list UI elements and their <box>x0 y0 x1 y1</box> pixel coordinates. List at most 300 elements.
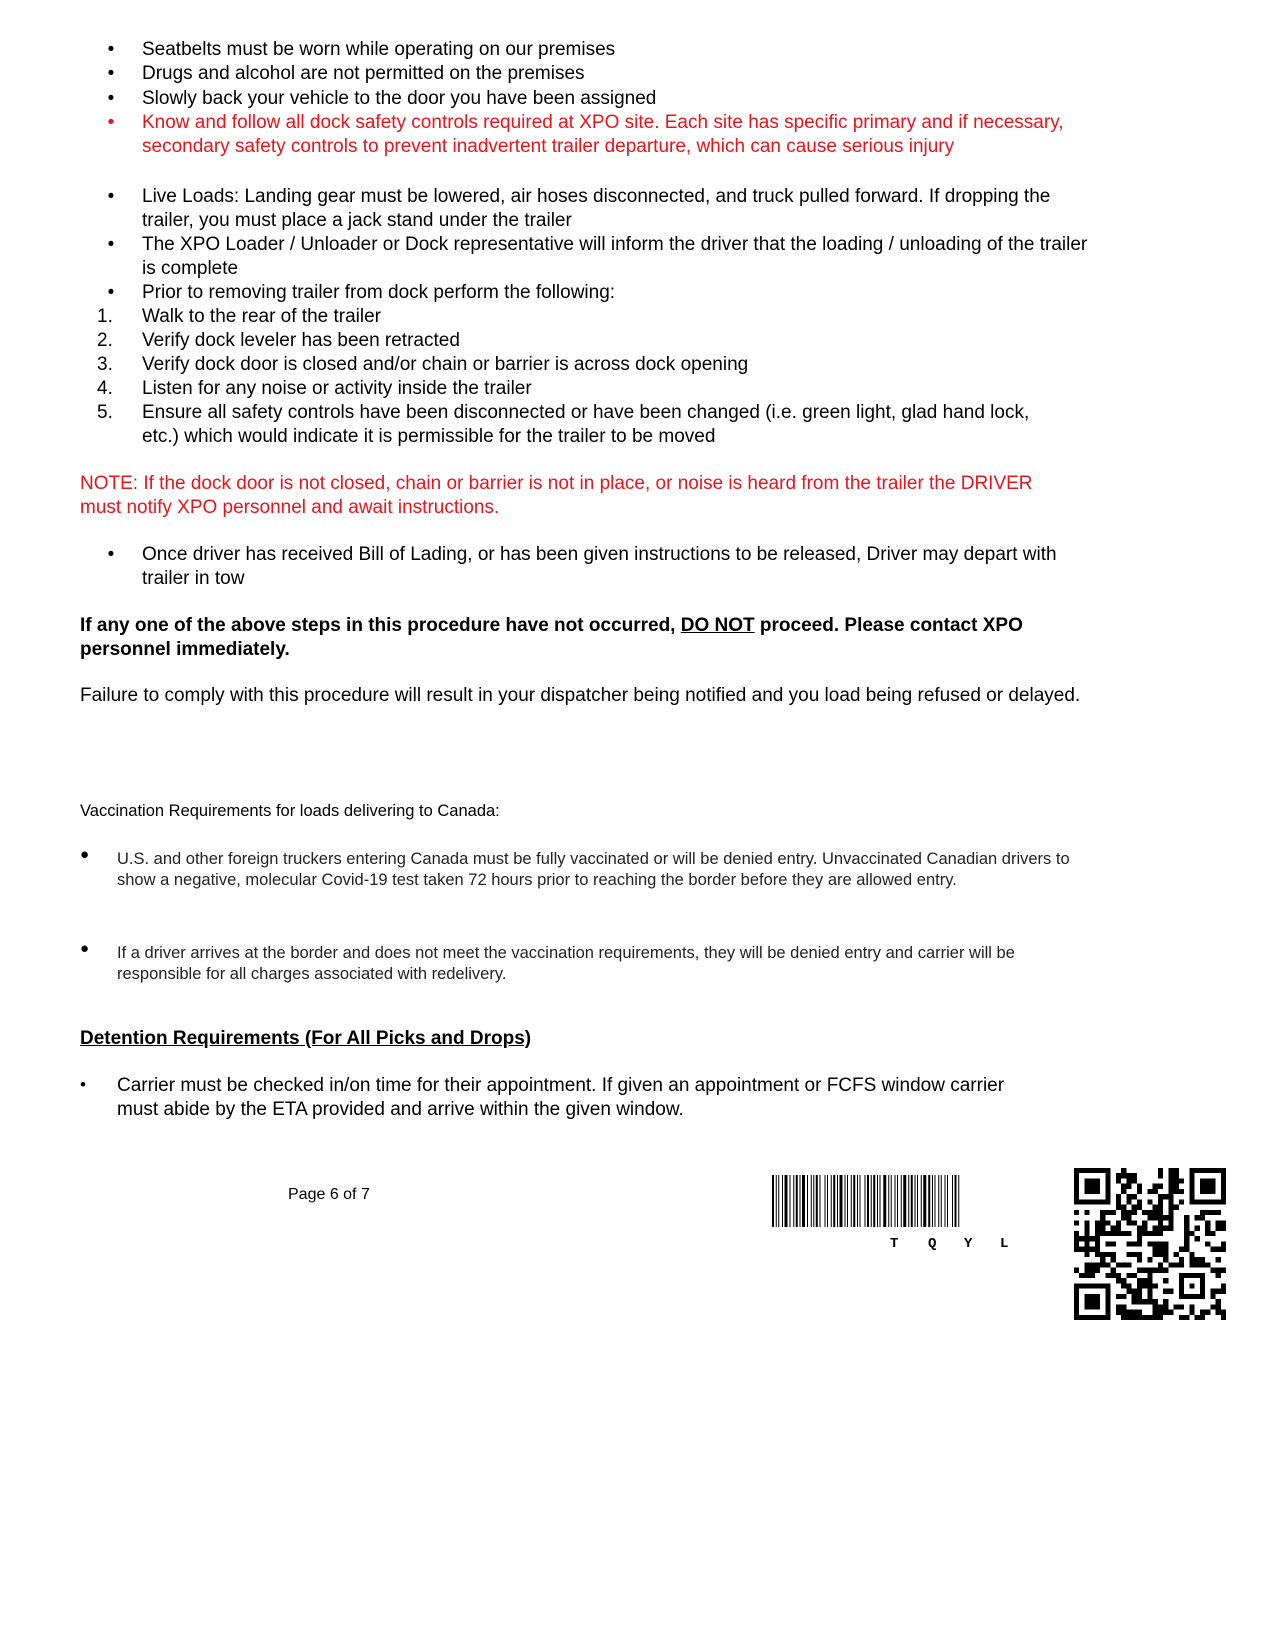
qr-module <box>1132 1194 1137 1199</box>
qr-module <box>1137 1226 1142 1231</box>
barcode-bar <box>857 1175 858 1227</box>
qr-module <box>1189 1310 1194 1315</box>
qr-module <box>1205 1220 1210 1225</box>
barcode-bar <box>800 1175 801 1227</box>
barcode-bar <box>915 1175 916 1227</box>
qr-module <box>1195 1262 1200 1267</box>
barcode-bar <box>895 1175 896 1227</box>
warning-do-not: DO NOT <box>680 615 755 636</box>
qr-module <box>1174 1178 1179 1183</box>
qr-module <box>1074 1168 1079 1205</box>
qr-module <box>1095 1231 1100 1236</box>
bullet-text: The XPO Loader / Unloader or Dock representative will inform the driver that the loading / unloading of the trailer is complete <box>142 234 1088 279</box>
qr-module <box>1079 1236 1084 1241</box>
qr-module <box>1137 1289 1142 1294</box>
qr-module <box>1116 1205 1121 1210</box>
barcode-bar <box>941 1175 942 1227</box>
qr-module <box>1137 1299 1142 1304</box>
bullet-item-safety-controls <box>80 111 1090 158</box>
qr-module <box>1153 1304 1158 1309</box>
qr-module <box>1079 1247 1084 1252</box>
barcode-bar <box>891 1175 892 1227</box>
qr-module <box>1084 1220 1089 1225</box>
qr-module <box>1095 1226 1100 1231</box>
step-number: 4. <box>97 378 113 399</box>
bullet-mark: • <box>107 112 115 133</box>
qr-module <box>1126 1215 1131 1220</box>
qr-module <box>1189 1252 1194 1257</box>
qr-module <box>1121 1168 1126 1173</box>
qr-module <box>1100 1220 1105 1225</box>
bullet-mark: • <box>107 544 115 565</box>
qr-module <box>1105 1168 1110 1205</box>
qr-module <box>1200 1257 1205 1262</box>
numbered-step <box>80 401 1060 448</box>
barcode-bar <box>853 1175 855 1227</box>
qr-module <box>1158 1310 1163 1315</box>
qr-module <box>1116 1194 1121 1199</box>
qr-module <box>1189 1168 1194 1205</box>
qr-module <box>1174 1205 1179 1210</box>
qr-module <box>1142 1299 1147 1304</box>
detention-item: Carrier must be checked in/on time for their appointment. If given an appointment or FCFS window carrier must abide by the ETA provided and arrive within the given window. <box>117 1075 1005 1120</box>
numbered-step <box>80 305 1080 329</box>
qr-module <box>1132 1205 1137 1210</box>
qr-module <box>1084 1247 1089 1252</box>
numbered-step <box>80 353 1080 377</box>
qr-module <box>1142 1268 1147 1273</box>
qr-module <box>1074 1283 1079 1320</box>
qr-module <box>1200 1315 1205 1320</box>
qr-module <box>1153 1184 1158 1189</box>
barcode-bar <box>873 1175 875 1227</box>
qr-module <box>1221 1315 1226 1320</box>
qr-module <box>1147 1231 1152 1236</box>
qr-module <box>1105 1210 1110 1215</box>
qr-module <box>1216 1210 1221 1215</box>
bullet-text: Once driver has received Bill of Lading, or has been given instructions to be released, Driver may depart with trailer in tow <box>142 544 1057 589</box>
qr-module <box>1163 1310 1168 1315</box>
qr-module <box>1121 1283 1126 1288</box>
qr-module <box>1174 1189 1179 1194</box>
bullet-mark: • <box>107 282 115 303</box>
qr-module <box>1189 1257 1194 1262</box>
warning-part2: proceed. Please contact XPO personnel immediately. <box>80 615 1023 660</box>
qr-module <box>1137 1241 1142 1246</box>
barcode-bar <box>897 1175 898 1227</box>
qr-module <box>1205 1241 1210 1246</box>
qr-module <box>1153 1241 1158 1246</box>
qr-module <box>1158 1184 1163 1189</box>
barcode-bar <box>871 1175 872 1227</box>
barcode-bar <box>908 1175 909 1227</box>
barcode-bar <box>877 1175 878 1227</box>
step-text: Walk to the rear of the trailer <box>142 306 382 327</box>
qr-module <box>1158 1304 1163 1309</box>
qr-module <box>1132 1241 1137 1246</box>
qr-module <box>1147 1215 1152 1220</box>
qr-module <box>1147 1210 1152 1215</box>
qr-module <box>1168 1262 1173 1267</box>
qr-module <box>1126 1241 1131 1246</box>
qr-module <box>1079 1273 1084 1278</box>
barcode-bar <box>825 1175 826 1227</box>
qr-module <box>1137 1315 1142 1320</box>
qr-module <box>1179 1262 1184 1267</box>
qr-module <box>1132 1310 1137 1315</box>
qr-module <box>1084 1262 1089 1267</box>
qr-module <box>1163 1194 1168 1199</box>
qr-module <box>1147 1278 1152 1283</box>
bullet-item <box>80 38 1080 62</box>
barcode-bar <box>785 1175 788 1227</box>
step-text: Ensure all safety controls have been disconnected or have been changed (i.e. green light, glad hand lock, etc.) which would indicate it is permissible for the trailer to be moved <box>142 402 1030 447</box>
qr-module <box>1163 1299 1168 1304</box>
qr-module <box>1121 1294 1126 1299</box>
qr-module <box>1137 1310 1142 1315</box>
qr-module <box>1137 1294 1142 1299</box>
bullet-mark: • <box>80 1075 86 1094</box>
qr-module <box>1105 1283 1110 1320</box>
qr-module <box>1137 1283 1142 1288</box>
qr-module <box>1168 1310 1173 1315</box>
qr-module <box>1163 1304 1168 1309</box>
qr-module <box>1116 1231 1121 1236</box>
barcode-bar <box>935 1175 936 1227</box>
qr-module <box>1216 1273 1221 1278</box>
qr-module <box>1074 1210 1079 1215</box>
barcode-bar <box>851 1175 852 1227</box>
bullet-mark: ● <box>80 940 90 957</box>
qr-module <box>1179 1273 1184 1299</box>
qr-module <box>1111 1210 1116 1215</box>
qr-module <box>1090 1262 1095 1267</box>
qr-module <box>1221 1241 1226 1246</box>
qr-module <box>1158 1241 1163 1246</box>
qr-module <box>1111 1257 1116 1262</box>
numbered-step <box>80 377 1080 401</box>
qr-module <box>1121 1205 1126 1210</box>
bullet-mark: • <box>107 63 115 84</box>
qr-module <box>1179 1247 1184 1252</box>
qr-module <box>1163 1289 1168 1294</box>
qr-module <box>1153 1226 1158 1231</box>
qr-module <box>1168 1168 1173 1173</box>
qr-module <box>1158 1262 1163 1267</box>
bullet-mark: • <box>107 39 115 60</box>
bullet-text: Prior to removing trailer from dock perform the following: <box>142 282 616 303</box>
qr-module <box>1153 1205 1158 1210</box>
bullet-item <box>80 281 1080 305</box>
barcode-bar <box>923 1175 926 1227</box>
qr-module <box>1216 1310 1221 1315</box>
qr-module <box>1084 1226 1089 1231</box>
bullet-mark: • <box>107 234 115 255</box>
barcode-bar <box>782 1175 783 1227</box>
qr-module <box>1100 1210 1105 1215</box>
qr-module <box>1090 1268 1095 1273</box>
qr-module <box>1126 1283 1131 1288</box>
step-number: 1. <box>97 306 113 327</box>
qr-module <box>1142 1231 1147 1236</box>
qr-module <box>1121 1210 1126 1215</box>
qr-module <box>1158 1268 1163 1273</box>
qr-module <box>1121 1184 1126 1189</box>
barcode-image <box>772 1175 1057 1227</box>
qr-module <box>1168 1205 1173 1210</box>
qr-module <box>1111 1231 1116 1236</box>
qr-module <box>1074 1241 1079 1246</box>
qr-module <box>1090 1236 1095 1241</box>
qr-module <box>1184 1247 1189 1252</box>
qr-module <box>1074 1283 1111 1288</box>
qr-module <box>1105 1231 1110 1236</box>
qr-module <box>1147 1283 1152 1288</box>
qr-module <box>1200 1273 1205 1299</box>
qr-module <box>1105 1241 1110 1246</box>
qr-module <box>1216 1268 1221 1273</box>
qr-module <box>1090 1273 1095 1278</box>
qr-module <box>1132 1299 1137 1304</box>
qr-module <box>1210 1247 1215 1252</box>
qr-module <box>1074 1315 1111 1320</box>
barcode-bar <box>958 1175 959 1227</box>
qr-module <box>1168 1173 1173 1178</box>
qr-module <box>1179 1178 1184 1183</box>
qr-module <box>1184 1231 1189 1236</box>
barcode-bar <box>807 1175 808 1227</box>
qr-module <box>1205 1262 1210 1267</box>
qr-module <box>1126 1199 1131 1204</box>
barcode-bar <box>833 1175 835 1227</box>
qr-module <box>1121 1310 1126 1315</box>
vaccination-item: If a driver arrives at the border and does not meet the vaccination requirements, they will be denied entry and carrier will be responsible for all charges associated with redelivery. <box>117 944 1015 983</box>
qr-module <box>1121 1189 1126 1194</box>
qr-module <box>1168 1178 1173 1183</box>
qr-module <box>1174 1262 1179 1267</box>
qr-module <box>1158 1231 1163 1236</box>
note-text: NOTE: If the dock door is not closed, chain or barrier is not in place, or noise is heard from the trailer the DRIVER must notify XPO personnel and await instructions. <box>80 473 1033 518</box>
qr-module <box>1179 1315 1184 1320</box>
qr-module <box>1100 1231 1105 1236</box>
qr-module <box>1168 1226 1173 1231</box>
failure-text: Failure to comply with this procedure will result in your dispatcher being notified and you load being refused or delayed. <box>80 685 1081 706</box>
qr-code-image <box>1074 1168 1226 1320</box>
qr-module <box>1116 1178 1121 1183</box>
qr-module <box>1168 1194 1173 1199</box>
qr-module <box>1184 1226 1189 1231</box>
bullet-item <box>80 87 1080 111</box>
qr-module <box>1105 1273 1110 1278</box>
vaccination-item: U.S. and other foreign truckers entering Canada must be fully vaccinated or will be denied entry. Unvaccinated Canadian drivers to show a negative, molecular Covid-19 test taken 72 hours prior to reaching the border before they are allowed entry. <box>117 850 1070 889</box>
qr-module <box>1205 1226 1210 1231</box>
barcode-bar <box>901 1175 902 1227</box>
qr-module <box>1163 1241 1168 1246</box>
barcode-bar <box>860 1175 861 1227</box>
barcode-bar <box>831 1175 832 1227</box>
barcode-bar <box>796 1175 798 1227</box>
warning-text <box>80 614 1070 661</box>
qr-module <box>1147 1268 1152 1273</box>
qr-module <box>1210 1289 1215 1294</box>
qr-module <box>1100 1226 1105 1231</box>
barcode-bar <box>778 1175 779 1227</box>
barcode-bar <box>802 1175 805 1227</box>
qr-module <box>1200 1215 1205 1220</box>
qr-module <box>1221 1226 1226 1231</box>
qr-module <box>1084 1210 1089 1215</box>
qr-module <box>1153 1215 1158 1220</box>
qr-module <box>1100 1252 1105 1257</box>
qr-module <box>1084 1178 1100 1194</box>
barcode-bar <box>938 1175 939 1227</box>
qr-module <box>1095 1252 1100 1257</box>
qr-module <box>1095 1241 1100 1246</box>
qr-module <box>1184 1220 1189 1225</box>
qr-module <box>1126 1184 1131 1189</box>
barcode-bar <box>865 1175 866 1227</box>
barcode-bar <box>883 1175 886 1227</box>
bullet-mark: ● <box>80 846 90 863</box>
barcode-bar <box>845 1175 846 1227</box>
qr-module <box>1142 1315 1147 1320</box>
qr-module <box>1205 1231 1210 1236</box>
qr-module <box>1074 1236 1079 1241</box>
qr-module <box>1174 1168 1179 1173</box>
barcode-bar <box>816 1175 818 1227</box>
qr-module <box>1132 1210 1137 1215</box>
qr-module <box>1153 1310 1158 1315</box>
qr-module <box>1153 1247 1158 1252</box>
bullet-text: Slowly back your vehicle to the door you have been assigned <box>142 88 657 109</box>
qr-module <box>1132 1220 1137 1225</box>
barcode-bar <box>932 1175 933 1227</box>
qr-module <box>1158 1226 1163 1231</box>
barcode-bar <box>827 1175 828 1227</box>
qr-module <box>1153 1189 1158 1194</box>
qr-module <box>1221 1168 1226 1205</box>
qr-module <box>1163 1268 1168 1273</box>
qr-module <box>1174 1184 1179 1189</box>
qr-module <box>1100 1215 1105 1220</box>
qr-module <box>1216 1304 1221 1309</box>
qr-module <box>1084 1294 1100 1310</box>
qr-module <box>1121 1278 1126 1283</box>
qr-module <box>1184 1215 1189 1220</box>
qr-module <box>1132 1273 1137 1278</box>
qr-module <box>1189 1304 1194 1309</box>
qr-module <box>1216 1299 1221 1304</box>
qr-module <box>1153 1268 1158 1273</box>
barcode-letter: T <box>890 1236 899 1252</box>
qr-module <box>1137 1268 1142 1273</box>
qr-module <box>1189 1199 1226 1204</box>
qr-module <box>1158 1194 1163 1199</box>
qr-module <box>1132 1178 1137 1183</box>
qr-module <box>1158 1252 1163 1257</box>
qr-module <box>1126 1273 1131 1278</box>
qr-module <box>1200 1262 1205 1267</box>
qr-module <box>1168 1199 1173 1204</box>
qr-module <box>1121 1215 1126 1220</box>
barcode-bar <box>911 1175 913 1227</box>
barcode-letter: Q <box>928 1236 937 1252</box>
qr-module <box>1137 1199 1142 1204</box>
qr-module <box>1179 1189 1184 1194</box>
qr-module <box>1126 1194 1131 1199</box>
qr-module <box>1158 1173 1163 1178</box>
qr-module <box>1147 1315 1152 1320</box>
qr-module <box>1163 1215 1168 1220</box>
qr-module <box>1095 1220 1100 1225</box>
qr-module <box>1074 1168 1111 1173</box>
qr-module <box>1210 1231 1215 1236</box>
qr-module <box>1142 1278 1147 1283</box>
bullet-item <box>80 233 1090 280</box>
qr-module <box>1126 1231 1131 1236</box>
qr-module <box>1195 1257 1200 1262</box>
qr-module <box>1095 1268 1100 1273</box>
qr-module <box>1210 1294 1215 1299</box>
qr-module <box>1074 1199 1111 1204</box>
warning-part1: If any one of the above steps in this procedure have not occurred, <box>80 615 681 636</box>
qr-module <box>1142 1283 1147 1288</box>
barcode-bar <box>955 1175 957 1227</box>
qr-module <box>1221 1220 1226 1225</box>
barcode-bar <box>947 1175 948 1227</box>
qr-module <box>1158 1215 1163 1220</box>
qr-module <box>1147 1294 1152 1299</box>
qr-module <box>1137 1252 1142 1257</box>
bullet-text: Live Loads: Landing gear must be lowered, air hoses disconnected, and truck pulled forward. If dropping the trailer, you must place a jack stand under the trailer <box>142 186 1051 231</box>
qr-module <box>1195 1226 1200 1231</box>
step-number: 2. <box>97 330 113 351</box>
qr-module <box>1116 1304 1121 1309</box>
vaccination-heading: Vaccination Requirements for loads delivering to Canada: <box>80 802 500 820</box>
qr-module <box>1105 1252 1110 1257</box>
qr-module <box>1163 1247 1168 1252</box>
qr-module <box>1195 1215 1200 1220</box>
bullet-text: Know and follow all dock safety controls required at XPO site. Each site has specific primary and if necessary, secondary safety controls to prevent inadvertent trailer departure, which can cause serious injury <box>142 112 1064 157</box>
qr-module <box>1184 1241 1189 1246</box>
qr-module <box>1189 1231 1194 1236</box>
qr-module <box>1126 1252 1131 1257</box>
qr-module <box>1158 1247 1163 1252</box>
bullet-item <box>80 62 1080 86</box>
qr-module <box>1126 1310 1131 1315</box>
qr-module <box>1147 1273 1152 1278</box>
qr-module <box>1158 1205 1163 1210</box>
qr-module <box>1200 1310 1205 1315</box>
qr-module <box>1216 1257 1221 1262</box>
qr-module <box>1153 1210 1158 1215</box>
qr-module <box>1084 1236 1089 1241</box>
qr-module <box>1121 1231 1126 1236</box>
qr-module <box>1195 1236 1200 1241</box>
qr-module <box>1126 1220 1131 1225</box>
qr-module <box>1168 1189 1173 1194</box>
qr-module <box>1121 1173 1126 1178</box>
qr-module <box>1100 1262 1105 1267</box>
qr-module <box>1158 1220 1163 1225</box>
qr-module <box>1137 1184 1142 1189</box>
qr-module <box>1105 1262 1110 1267</box>
qr-module <box>1132 1315 1137 1320</box>
qr-module <box>1216 1289 1221 1294</box>
qr-module <box>1147 1189 1152 1194</box>
qr-module <box>1142 1210 1147 1215</box>
qr-module <box>1111 1268 1116 1273</box>
